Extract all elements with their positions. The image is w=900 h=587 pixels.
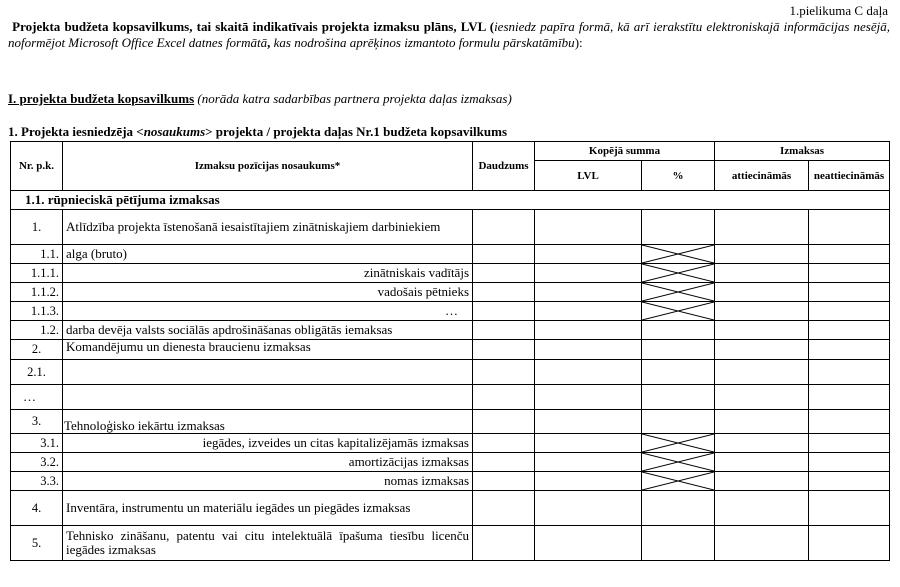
cross-icon (642, 264, 714, 282)
eligible-cell[interactable] (715, 245, 809, 264)
ineligible-cell[interactable] (809, 245, 890, 264)
ineligible-cell[interactable] (809, 453, 890, 472)
pct-cell[interactable] (642, 410, 715, 434)
header-costs: Izmaksas (715, 142, 890, 161)
intro-end: ): (574, 35, 583, 50)
ineligible-cell[interactable] (809, 491, 890, 526)
row-desc: … (63, 302, 473, 321)
ineligible-cell[interactable] (809, 360, 890, 385)
cross-icon (642, 245, 714, 263)
row-nr: 1. (11, 210, 63, 245)
qty-cell[interactable] (473, 453, 535, 472)
ineligible-cell[interactable] (809, 302, 890, 321)
pct-cell-disabled (642, 245, 715, 264)
qty-cell[interactable] (473, 410, 535, 434)
lvl-cell[interactable] (535, 410, 642, 434)
qty-cell[interactable] (473, 491, 535, 526)
row-desc: zinātniskais vadītājs (63, 264, 473, 283)
pct-cell[interactable] (642, 210, 715, 245)
eligible-cell[interactable] (715, 283, 809, 302)
ineligible-cell[interactable] (809, 283, 890, 302)
annex-label: 1.pielikuma C daļa (789, 3, 888, 18)
pct-cell[interactable] (642, 321, 715, 340)
header-eligible: attiecināmās (715, 161, 809, 191)
table-row (11, 210, 890, 245)
table-title-italic: nosaukums (143, 124, 206, 139)
eligible-cell[interactable] (715, 302, 809, 321)
row-nr: 1.1. (11, 245, 63, 264)
lvl-cell[interactable] (535, 472, 642, 491)
row-desc: Inventāra, instrumentu un materiālu iegādes un piegādes izmaksas (63, 491, 473, 526)
eligible-cell[interactable] (715, 360, 809, 385)
pct-cell-disabled (642, 453, 715, 472)
pct-cell-disabled (642, 434, 715, 453)
row-desc: Atlīdzība projekta īstenošanā iesaistītajiem zinātniskajiem darbiniekiem (63, 210, 473, 245)
table-row (11, 453, 890, 472)
qty-cell[interactable] (473, 210, 535, 245)
lvl-cell[interactable] (535, 526, 642, 561)
ineligible-cell[interactable] (809, 210, 890, 245)
qty-cell[interactable] (473, 321, 535, 340)
table-title-suffix: > projekta / projekta daļas Nr.1 budžeta kopsavilkums (205, 124, 508, 139)
row-nr: 3. (11, 410, 63, 434)
ineligible-cell[interactable] (809, 434, 890, 453)
row-desc: Tehnoloģisko iekārtu izmaksas (63, 410, 473, 434)
eligible-cell[interactable] (715, 264, 809, 283)
table-row (11, 302, 890, 321)
row-nr: 5. (11, 526, 63, 561)
row-nr: 1.2. (11, 321, 63, 340)
pct-cell-disabled (642, 472, 715, 491)
header-qty: Daudzums (473, 142, 535, 191)
pct-cell[interactable] (642, 360, 715, 385)
row-nr: 4. (11, 491, 63, 526)
row-desc: darba devēja valsts sociālās apdrošināšanas obligātās iemaksas (63, 321, 473, 340)
table-row (11, 245, 890, 264)
lvl-cell[interactable] (535, 491, 642, 526)
ineligible-cell[interactable] (809, 526, 890, 561)
qty-cell[interactable] (473, 385, 535, 410)
header-lvl: LVL (535, 161, 642, 191)
cross-icon (642, 472, 714, 490)
eligible-cell[interactable] (715, 526, 809, 561)
qty-cell[interactable] (473, 340, 535, 360)
eligible-cell[interactable] (715, 340, 809, 360)
row-desc: nomas izmaksas (63, 472, 473, 491)
qty-cell[interactable] (473, 360, 535, 385)
cross-icon (642, 434, 714, 452)
row-nr: 1.1.3. (11, 302, 63, 321)
lvl-cell[interactable] (535, 453, 642, 472)
ineligible-cell[interactable] (809, 385, 890, 410)
table-row (11, 360, 890, 385)
lvl-cell[interactable] (535, 245, 642, 264)
section-row: 1.1. rūpnieciskā pētījuma izmaksas (11, 191, 890, 210)
row-desc: iegādes, izveides un citas kapitalizējamās izmaksas (63, 434, 473, 453)
intro-italic: iesniedz papīra formā, kā arī ierakstītu elektroniskajā informācijas nesējā, noformējot Microsoft Office Excel datnes formātā (8, 19, 891, 50)
cross-icon (642, 453, 714, 471)
ineligible-cell[interactable] (809, 340, 890, 360)
cross-icon (642, 283, 714, 301)
row-nr: 1.1.1. (11, 264, 63, 283)
row-nr: 3.3. (11, 472, 63, 491)
header-nr: Nr. p.k. (11, 142, 63, 191)
lvl-cell[interactable] (535, 283, 642, 302)
lvl-cell[interactable] (535, 385, 642, 410)
section-note: (norāda katra sadarbības partnera projekta daļas izmaksas) (194, 91, 512, 106)
row-desc: Komandējumu un dienesta braucienu izmaksas (63, 340, 473, 360)
ineligible-cell[interactable] (809, 264, 890, 283)
row-desc: vadošais pētnieks (63, 283, 473, 302)
intro-bold: Projekta budžeta kopsavilkums, tai skaitā indikatīvais projekta izmaksu plāns, LVL ( (12, 19, 495, 34)
lvl-cell[interactable] (535, 434, 642, 453)
header-name: Izmaksu pozīcijas nosaukums* (63, 142, 473, 191)
pct-cell[interactable] (642, 491, 715, 526)
lvl-cell[interactable] (535, 340, 642, 360)
table-row (11, 283, 890, 302)
lvl-cell[interactable] (535, 360, 642, 385)
table-row (11, 472, 890, 491)
qty-cell[interactable] (473, 283, 535, 302)
table-title-prefix: 1. Projekta iesniedzēja < (8, 124, 144, 139)
qty-cell[interactable] (473, 245, 535, 264)
section-heading (8, 91, 512, 107)
qty-cell[interactable] (473, 434, 535, 453)
pct-cell-disabled (642, 283, 715, 302)
ineligible-cell[interactable] (809, 321, 890, 340)
qty-cell[interactable] (473, 264, 535, 283)
pct-cell-disabled (642, 302, 715, 321)
table-title (8, 124, 507, 140)
table-row (11, 385, 890, 410)
eligible-cell[interactable] (715, 321, 809, 340)
eligible-cell[interactable] (715, 434, 809, 453)
eligible-cell[interactable] (715, 385, 809, 410)
eligible-cell[interactable] (715, 210, 809, 245)
intro-italic-2: kas nodrošina aprēķinos izmantoto formulu pārskatāmību (273, 35, 575, 50)
pct-cell[interactable] (642, 526, 715, 561)
table-row (11, 410, 890, 434)
table-row (11, 491, 890, 526)
row-nr: 3.2. (11, 453, 63, 472)
row-desc: amortizācijas izmaksas (63, 453, 473, 472)
eligible-cell[interactable] (715, 472, 809, 491)
ineligible-cell[interactable] (809, 472, 890, 491)
table-row (11, 434, 890, 453)
lvl-cell[interactable] (535, 210, 642, 245)
row-nr: 2. (11, 340, 63, 360)
table-row (11, 526, 890, 561)
qty-cell[interactable] (473, 472, 535, 491)
intro-paragraph (8, 19, 890, 51)
table-row (11, 321, 890, 340)
row-nr: … (11, 385, 63, 410)
table-row (11, 264, 890, 283)
row-desc[interactable] (63, 360, 473, 385)
table-row (11, 340, 890, 360)
section-title: I. projekta budžeta kopsavilkums (8, 91, 195, 106)
cross-icon (642, 302, 714, 320)
qty-cell[interactable] (473, 302, 535, 321)
row-desc: Tehnisko zināšanu, patentu vai citu intelektuālā īpašuma tiesību licenču iegādes izmaksas (63, 526, 473, 561)
pct-cell[interactable] (642, 385, 715, 410)
eligible-cell[interactable] (715, 491, 809, 526)
lvl-cell[interactable] (535, 302, 642, 321)
lvl-cell[interactable] (535, 264, 642, 283)
row-nr: 2.1. (11, 360, 63, 385)
row-nr: 1.1.2. (11, 283, 63, 302)
pct-cell-disabled (642, 264, 715, 283)
pct-cell[interactable] (642, 340, 715, 360)
qty-cell[interactable] (473, 526, 535, 561)
header-pct: % (642, 161, 715, 191)
lvl-cell[interactable] (535, 321, 642, 340)
row-desc: alga (bruto) (63, 245, 473, 264)
row-nr: 3.1. (11, 434, 63, 453)
row-desc[interactable] (63, 385, 473, 410)
budget-table (10, 141, 890, 561)
ineligible-cell[interactable] (809, 410, 890, 434)
intro-comma: , (267, 35, 271, 50)
eligible-cell[interactable] (715, 410, 809, 434)
eligible-cell[interactable] (715, 453, 809, 472)
header-total: Kopējā summa (535, 142, 715, 161)
header-ineligible: neattiecināmās (809, 161, 890, 191)
